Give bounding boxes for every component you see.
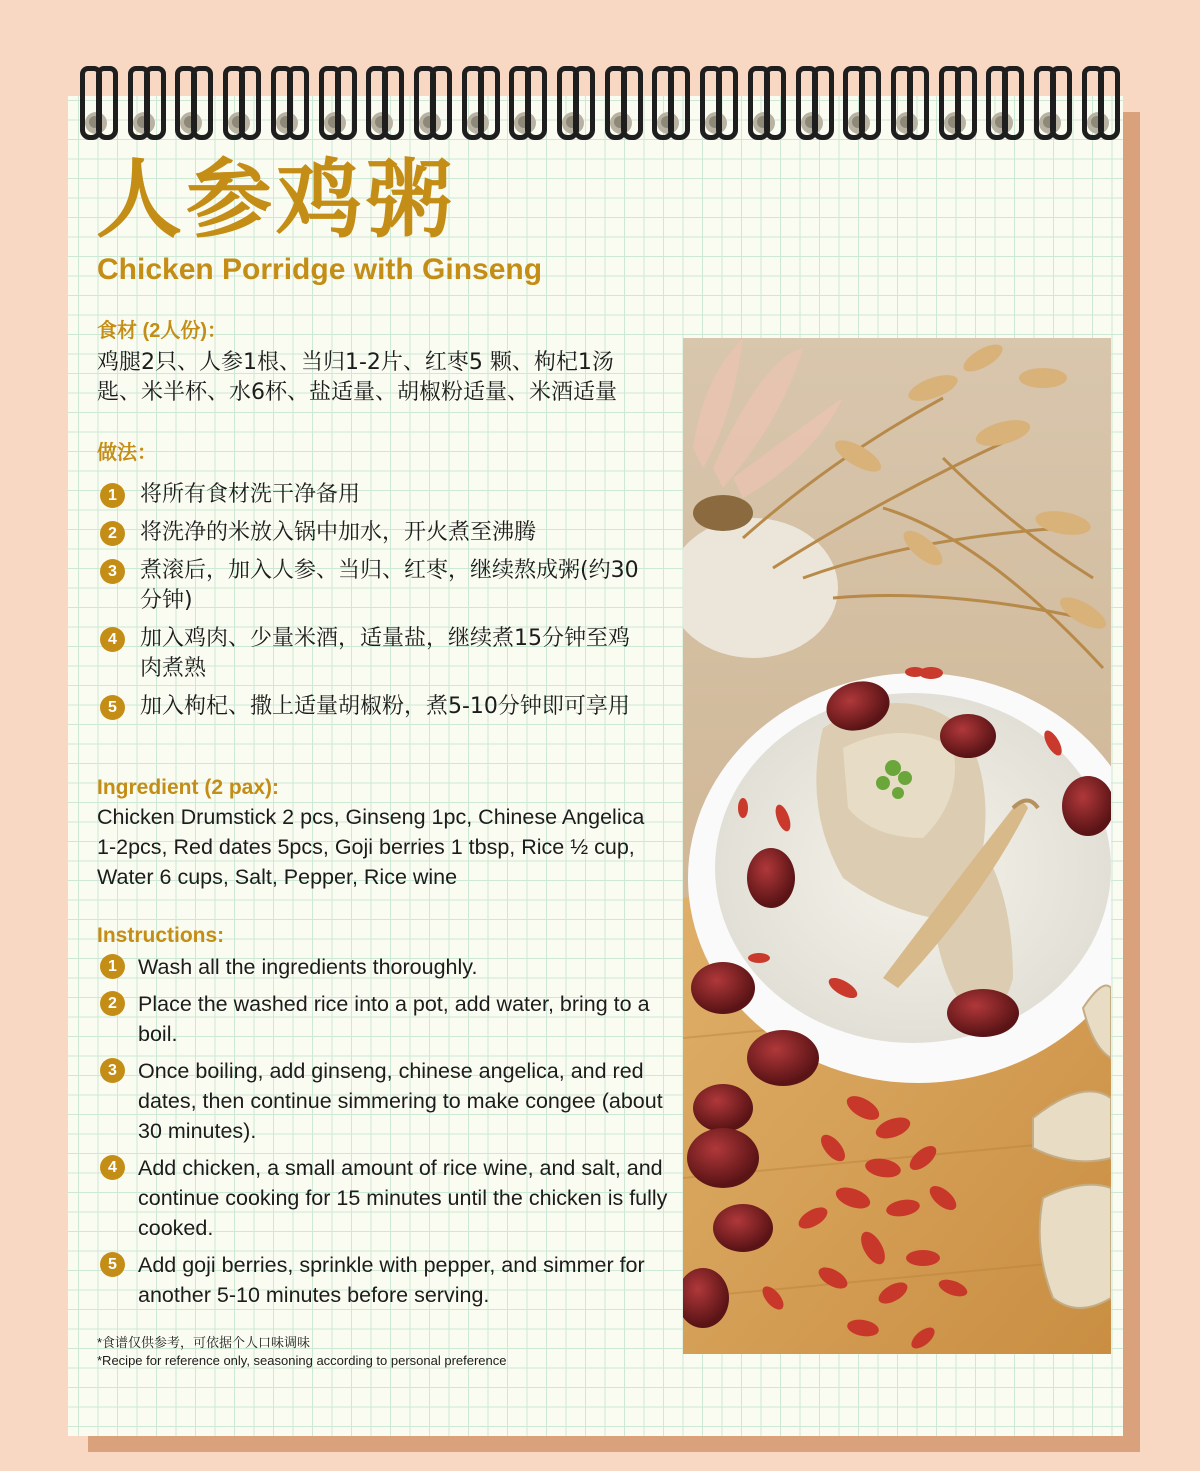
- binding-ring: [78, 64, 116, 142]
- method-zh-list: [100, 480, 645, 730]
- step-text: 将所有食材洗干净备用: [140, 482, 361, 507]
- binding-ring: [269, 64, 307, 142]
- binding-ring: [364, 64, 402, 142]
- ingredients-zh-heading: 食材 (2人份)：: [97, 320, 227, 342]
- binding-ring: [126, 64, 164, 142]
- binding-ring: [984, 64, 1022, 142]
- step-number-badge: 3: [100, 1058, 125, 1083]
- binding-ring: [889, 64, 927, 142]
- step-number-badge: 1: [100, 483, 125, 508]
- ingredients-en-heading: Ingredient (2 pax):: [97, 776, 280, 799]
- binding-ring: [1032, 64, 1070, 142]
- binding-ring: [698, 64, 736, 142]
- binding-ring: [412, 64, 450, 142]
- method-zh-step: [100, 556, 645, 616]
- step-text: 加入鸡肉、少量米酒，适量盐，继续煮15分钟至鸡肉煮熟: [140, 626, 630, 681]
- instructions-en-step: [100, 1250, 670, 1310]
- binding-ring: [317, 64, 355, 142]
- step-text: Add chicken, a small amount of rice wine, and salt, and continue cooking for 15 minutes until the chicken is fully cooked.: [138, 1156, 668, 1240]
- binding-ring: [173, 64, 211, 142]
- method-zh-step: [100, 624, 645, 684]
- step-text: Once boiling, add ginseng, chinese angelica, and red dates, then continue simmering to make congee (about 30 minutes).: [138, 1059, 663, 1143]
- binding-ring: [555, 64, 593, 142]
- binding-ring: [460, 64, 498, 142]
- spiral-binding: [78, 64, 1118, 142]
- footnote-en: *Recipe for reference only, seasoning according to personal preference: [97, 1353, 507, 1368]
- binding-ring: [650, 64, 688, 142]
- step-number-badge: 1: [100, 954, 125, 979]
- porridge-photo-illustration: [683, 338, 1111, 1354]
- step-text: Wash all the ingredients thoroughly.: [138, 955, 478, 979]
- binding-ring: [937, 64, 975, 142]
- method-zh-step: [100, 480, 645, 510]
- method-zh-step: [100, 518, 645, 548]
- instructions-en-list: [100, 952, 670, 1317]
- instructions-en-heading: Instructions:: [97, 924, 225, 947]
- method-zh-step: [100, 692, 645, 722]
- step-number-badge: 4: [100, 1155, 125, 1180]
- binding-ring: [221, 64, 259, 142]
- step-number-badge: 3: [100, 559, 125, 584]
- binding-ring: [841, 64, 879, 142]
- binding-ring: [507, 64, 545, 142]
- method-zh-heading: 做法：: [97, 442, 157, 464]
- step-number-badge: 2: [100, 521, 125, 546]
- instructions-en-step: [100, 989, 670, 1049]
- binding-ring: [746, 64, 784, 142]
- ingredients-en-text: Chicken Drumstick 2 pcs, Ginseng 1pc, Chinese Angelica 1-2pcs, Red dates 5pcs, Goji berries 1 tbsp, Rice ½ cup, Water 6 cups, Salt, Pepper, Rice wine: [97, 805, 645, 889]
- page-title-zh: 人参鸡粥: [96, 150, 456, 250]
- footnote-zh: *食谱仅供参考，可依据个人口味调味: [97, 1335, 311, 1350]
- instructions-en-step: [100, 1056, 670, 1146]
- instructions-en-step: [100, 1153, 670, 1243]
- ingredients-zh-text: 鸡腿2只、人参1根、当归1-2片、红枣5 颗、枸杞1汤匙、米半杯、水6杯、盐适量、胡椒粉适量、米酒适量: [97, 350, 617, 405]
- porridge-photo: [683, 338, 1111, 1354]
- step-text: 将洗净的米放入锅中加水，开火煮至沸腾: [140, 520, 537, 545]
- step-text: 加入枸杞、撒上适量胡椒粉，煮5-10分钟即可享用: [140, 694, 630, 719]
- step-text: Place the washed rice into a pot, add water, bring to a boil.: [138, 992, 650, 1046]
- instructions-en-step: [100, 952, 670, 982]
- step-number-badge: 5: [100, 1252, 125, 1277]
- step-text: 煮滚后，加入人参、当归、红枣，继续熬成粥(约30分钟): [140, 558, 639, 613]
- binding-ring: [794, 64, 832, 142]
- step-number-badge: 5: [100, 695, 125, 720]
- binding-ring: [603, 64, 641, 142]
- binding-ring: [1080, 64, 1118, 142]
- page-title-en: Chicken Porridge with Ginseng: [97, 253, 543, 286]
- step-number-badge: 4: [100, 627, 125, 652]
- step-text: Add goji berries, sprinkle with pepper, and simmer for another 5-10 minutes before serving.: [138, 1253, 645, 1307]
- step-number-badge: 2: [100, 991, 125, 1016]
